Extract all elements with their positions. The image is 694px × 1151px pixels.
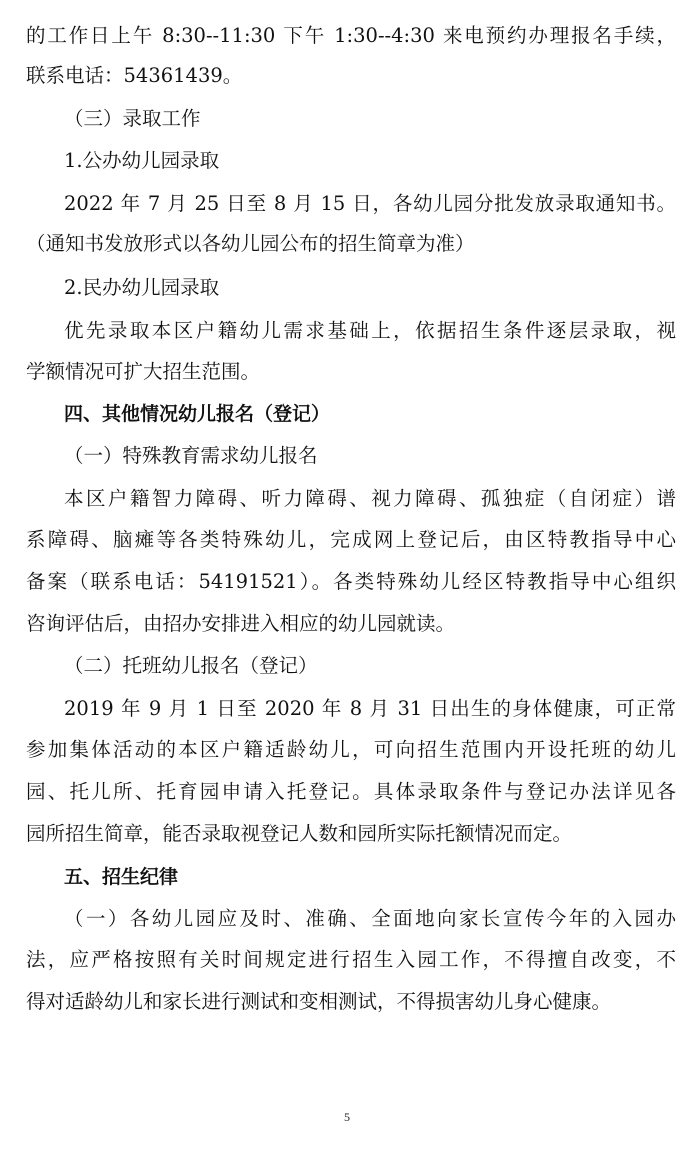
text-line: 得对适龄幼儿和家长进行测试和变相测试，不得损害幼儿身心健康。 bbox=[26, 990, 612, 1013]
text-line: 咨询评估后，由招办安排进入相应的幼儿园就读。 bbox=[26, 612, 456, 635]
section-heading: （三）录取工作 bbox=[64, 107, 201, 130]
text-line: 园、托儿所、托育园申请入托登记。具体录取条件与登记办法详见各 bbox=[26, 780, 676, 803]
text-line: 系障碍、脑瘫等各类特殊幼儿，完成网上登记后，由区特教指导中心 bbox=[26, 528, 676, 551]
text-line: 优先录取本区户籍幼儿需求基础上，依据招生条件逐层录取，视 bbox=[64, 319, 676, 342]
text-line: 学额情况可扩大招生范围。 bbox=[26, 360, 261, 383]
text-line: 本区户籍智力障碍、听力障碍、视力障碍、孤独症（自闭症）谱 bbox=[64, 487, 676, 510]
text-line: 2019 年 9 月 1 日至 2020 年 8 月 31 日出生的身体健康，可正常 bbox=[64, 697, 676, 720]
section-heading: （二）托班幼儿报名（登记） bbox=[64, 654, 318, 677]
chapter-heading: 五、招生纪律 bbox=[64, 866, 179, 888]
subsection-heading: 2.民办幼儿园录取 bbox=[64, 276, 220, 299]
text-line: 2022 年 7 月 25 日至 8 月 15 日，各幼儿园分批发放录取通知书。 bbox=[64, 192, 676, 215]
page-number: 5 bbox=[344, 1110, 350, 1124]
text-line: 参加集体活动的本区户籍适龄幼儿，可向招生范围内开设托班的幼儿 bbox=[26, 738, 676, 761]
text-line: （一）各幼儿园应及时、准确、全面地向家长宣传今年的入园办 bbox=[64, 907, 676, 930]
section-heading: （一）特殊教育需求幼儿报名 bbox=[64, 444, 318, 467]
text-line: 联系电话：54361439。 bbox=[26, 64, 243, 87]
text-line: 法，应严格按照有关时间规定进行招生入园工作，不得擅自改变，不 bbox=[26, 948, 676, 971]
chapter-heading: 四、其他情况幼儿报名（登记） bbox=[64, 403, 331, 425]
text-line: 园所招生简章，能否录取视登记人数和园所实际托额情况而定。 bbox=[26, 822, 573, 845]
text-line: 备案（联系电话：54191521）。各类特殊幼儿经区特教指导中心组织 bbox=[26, 570, 676, 593]
text-line: （通知书发放形式以各幼儿园公布的招生简章为准） bbox=[26, 232, 475, 255]
subsection-heading: 1.公办幼儿园录取 bbox=[64, 149, 220, 172]
text-line: 的工作日上午 8:30--11:30 下午 1:30--4:30 来电预约办理报名手续， bbox=[26, 24, 676, 47]
